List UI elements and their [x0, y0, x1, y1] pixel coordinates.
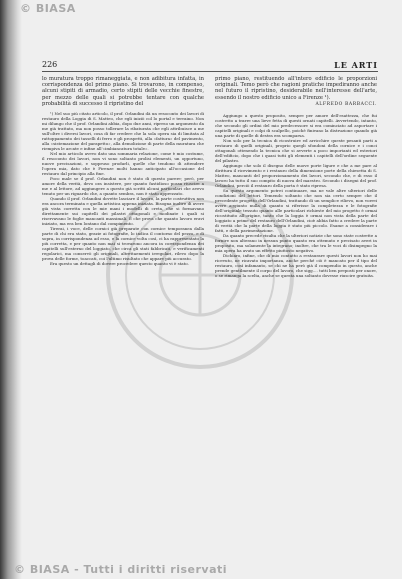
footnote: Poco male se il prof. Orlandini non è stato di questo parere; però, per amore della verità, devo ora insistere, per quanto fastidioso possa riuscire a me e al lettore, ad aggiungere a questo già scritti alcuni particolari che avevo tenuto per un riguardo che, a quanto sembra, non è stato apprezzato.	[42, 176, 204, 197]
left-column	[42, 76, 204, 546]
right-column	[215, 76, 377, 546]
footnote: Aggiungo che solo il disegno delle nuove porte ligure e che a me pare al dirittura il ricevimento e i restauro della dimensione porte della chiesetta di S. Matteo, mancanti del proporzionamento dei lavori, secondo che, e di esso il lavoro ha tutto il suo compito di nuova del maestro. Secondo i disegni del prof. Orlandini, perciò il restauro della porta è stato ripresa.	[215, 163, 377, 189]
footnote: Tirerai, i voce, delle cornici già preparate con cornice temporanea dalla parte di chi era stato, grazie ai fotografie, lo indica il contorno del pezzo, e di sopra, in corrispondenza ad esso, e la cornice volta così, ci ha rappresentato la più corretta, e per quanto non mai si trovarono ancora in corrispondenza dei capitelli sull'esterno del loggiato, che circa gli stati fabbricati, e verificamenti regolarici, ma conservò gli originali, altrettaementi irregolari, rilevo dopo la prova delle forme, toaccati, coi l'ultimo risultato che appare più accurato.	[42, 226, 204, 262]
body-paragraph: lo muratura troppo rimaneggiata, e non adibitura infatta, in corrispondenza del primo piano. Si trovarono, in compenso, alcuni stipiti di armadio, certo stipiti delle vecchie finestre, per mezzo delle quali si potrebbe tentare con qualche probabilità di successo il ripristino del	[42, 76, 204, 107]
author-signature: ALFREDO BARBACCI.	[315, 101, 377, 107]
footnote: Da quanto precede risulta che la ulteriori notizie che sono state costrette a fornire non alterano in nessun punto quanto era ottemuto e precisato averi in proposito, ma solamente la integrano; inoltre, che tra le voci di disimpegno la mia opera ha avuto un effetto piuttosto negativo.	[215, 233, 377, 254]
page-binding-shadow	[0, 0, 22, 579]
footnote: ¹) Nel suo più citato articolo, il prof. Orlandini dà un resoconto dei lavori di restauro della Loggia di S. Matteo, che egli iniziò col lo portal e terraino. Non mi dilungo che il prof. Orlandini abbia, dopo due anni, ripreso un argomento da me già trattato, ma non posso tollerare la ribaturata che egli attribuisce a me sull'oltre i diversi lavori, cosa di far credere che la sola opera sia di limitata al rattoppamento dei tasselli di ferro e gli prospetti, alla «fattura» del pavimento, alla «sistemazione del parapetto», alla demolizione di parte della muratura che riempiva le arcate e infine all'«imbiancatura totale».	[42, 111, 204, 152]
footnote: Era questo un dettagli di dovere procedere questo quanto vi è stato.	[50, 261, 189, 267]
body-paragraph: primo piano, restituendo all'intero edificio le proporzioni originali. Temo però che ragioni pratiche impediranno anche nel futuro il ripristino, desiderabile nell'interesse dell'arte, essendo il nostro edificio unico a Firenze ¹).	[215, 76, 377, 101]
footnote: Aggiungo a questo proposito, sempre per amore dell'esattezza, che fui costretto a trarre una lieve fetta di questi ornati capitelli. Avvertendo, intanto, che secondo gli ordini del mio predecessore si era cominciato ad asportare i capitelli originali e colpi di scalpello, poichè finivano la distruzione quando già una parte di quelle di destra era scomparsa.	[215, 113, 377, 139]
header-rule	[42, 71, 378, 72]
footnote: Nel mio articolo avevo dato una sommaria relazione, come è mio costume, il resoconto dei lavori, non vi sono soltanto prolisi elementi, un opportuno, nuove precisazioni, e soppruso produrli, quelle che tendono di attendere l'opera mia, dato che è Firenze molti hanno anticipato all'occasione del restauro dal principio alla fine.	[42, 151, 204, 177]
footnote: Dichiaro, infine, che di mio contatto a restaurare questi lavori non ho mai ricevuto, ne ricavato importanza, anche perché ciò è mancato per il tipo del restauro, così infamanto, se chi ne ha però già il compendio in questo, anche prende gentilmente il corpo del lavoro, che sigg.... tutti ben preposti per onore, o se rimanga la scelta, anche se questa una soltanto dovesse riuscire gratuita.	[215, 253, 377, 279]
watermark-top: © BIASA	[20, 2, 76, 15]
footnote: Non solo per la tecnica di ricostruire ed arricchire queste pesanti parti a restauro di quelli originali, proprio quegli sfondoni della cornice e i conci ottagonali ottenendo la tecnica che si avverte a poco importanti ed esteriori dell'edificio, dopo che i quasi tutti gli elementi i capitelli dell'ordine seguente del pilastro.	[215, 138, 377, 164]
footnote: Quando il prof. Orlandini dovette lasciare il lavoro, la parte costruttiva non era ancora terminata e quella artistica appena iniziata. Bisogna inoltre di avere già vista corretta con le mie mani i modelli di creta, che si formavano direttamente sui capitelli dei pilastri ottagonali e modinate i quali si riservavano le foglie mancanti massimali. È che prova che quanto lavoro eravi iniziato, ma era ben lontano dal compimento.	[42, 196, 204, 227]
watermark-bottom: © BIASA - Tutti i diritti riservati	[14, 563, 228, 576]
running-title: LE ARTI	[334, 60, 378, 70]
footnote: Su questo argomento potrei continuare, ma ne vale altre ulteriori delle condizioni del lettori. Temendo soltanto che non sia certo sempre che il precedente progetto dell'Orlandini, trattando di un semplice rilievo, non vorrei avere aggiunto nulla di quanto si riferisse la completezza e le fotografie dell'originale tessuto quanto alle particolari richieste del mio progetto è ormai ricostituito all'origine, tanto che la loggia è ormai non vista della parte del loggiato a prime del restauro dell'Orlandini, cioè abbia fatto a credere la parte di verità che la parte della loggia è stato più piccolo. Esame a considerare i fatti, e della pavimentazione.	[215, 188, 377, 234]
page-number: 226	[42, 60, 58, 69]
